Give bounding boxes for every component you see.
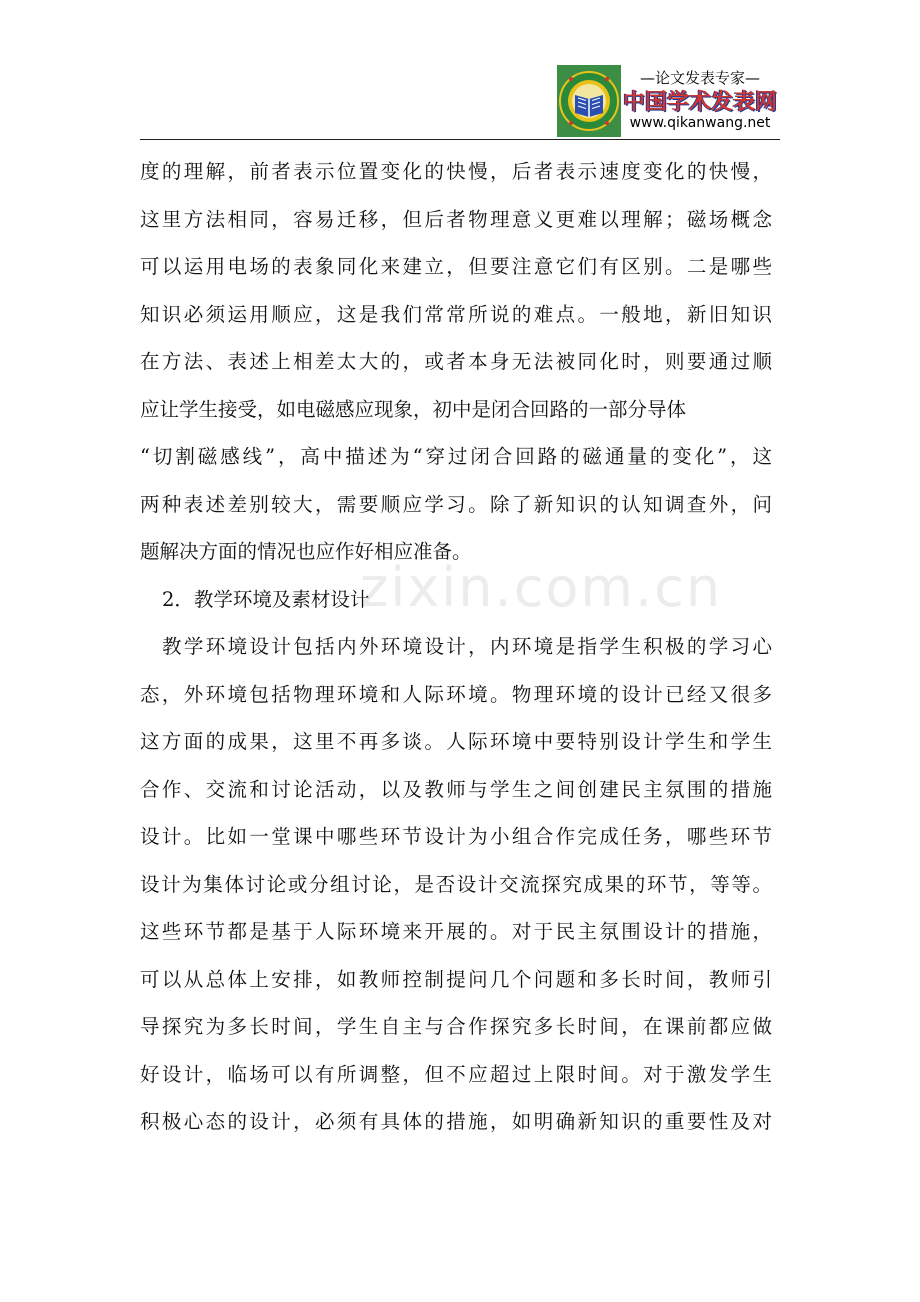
logo-url: www.qikanwang.net xyxy=(629,115,771,131)
paragraph-line: “切割磁感线”，高中描述为“穿过闭合回路的磁通量的变化”，这 xyxy=(140,445,772,468)
paragraph-line: 在方法、表述上相差太大的，或者本身无法被同化时，则要通过顺 xyxy=(140,350,772,373)
paragraph-line: 设计。比如一堂课中哪些环节设计为小组合作完成任务，哪些环节 xyxy=(140,825,772,848)
watermark: zixin.com.cn xyxy=(360,556,723,619)
paragraph-line: 合作、交流和讨论活动，以及教师与学生之间创建民主氛围的措施 xyxy=(140,777,772,801)
paragraph-line: 积极心态的设计，必须有具体的措施，如明确新知识的重要性及对 xyxy=(140,1110,772,1133)
paragraph-line: 度的理解，前者表示位置变化的快慢，后者表示速度变化的快慢， xyxy=(140,160,772,183)
paragraph-line: 导探究为多长时间，学生自主与合作探究多长时间，在课前都应做 xyxy=(140,1015,772,1038)
paragraph-line: 这些环节都是基于人际环境来开展的。对于民主氛围设计的措施， xyxy=(140,920,772,943)
paragraph-line: 好设计，临场可以有所调整，但不应超过上限时间。对于激发学生 xyxy=(140,1062,772,1086)
header-divider xyxy=(140,139,780,140)
document-body xyxy=(140,148,772,1146)
paragraph-line: 可以从总体上安排，如教师控制提问几个问题和多长时间，教师引 xyxy=(140,967,772,991)
paragraph-line: 这方面的成果，这里不再多谈。人际环境中要特别设计学生和学生 xyxy=(140,730,772,753)
paragraph-line: 态，外环境包括物理环境和人际环境。物理环境的设计已经又很多 xyxy=(140,682,772,706)
logo-name: 中国学术发表网 xyxy=(622,90,777,115)
site-logo xyxy=(557,65,779,137)
paragraph-line: 知识必须运用顺应，这是我们常常所说的难点。一般地，新旧知识 xyxy=(140,302,772,326)
seal-emblem-icon xyxy=(557,65,621,137)
paragraph-line: 两种表述差别较大，需要顺应学习。除了新知识的认知调查外，问 xyxy=(140,492,772,516)
paragraph-line: 应让学生接受，如电磁感应现象，初中是闭合回路的一部分导体 xyxy=(140,397,687,421)
paragraph-line: 设计为集体讨论或分组讨论，是否设计交流探究成果的环节，等等。 xyxy=(140,872,772,896)
paragraph-line: 可以运用电场的表象同化来建立，但要注意它们有区别。二是哪些 xyxy=(140,255,772,278)
section-heading: 2．教学环境及素材设计 xyxy=(162,587,370,611)
paragraph-line: 教学环境设计包括内外环境设计，内环境是指学生积极的学习心 xyxy=(162,635,772,658)
paragraph-line: 题解决方面的情况也应作好相应准备。 xyxy=(140,540,472,563)
logo-tagline: —论文发表专家— xyxy=(639,69,760,87)
paragraph-line: 这里方法相同，容易迁移，但后者物理意义更难以理解；磁场概念 xyxy=(140,207,772,231)
